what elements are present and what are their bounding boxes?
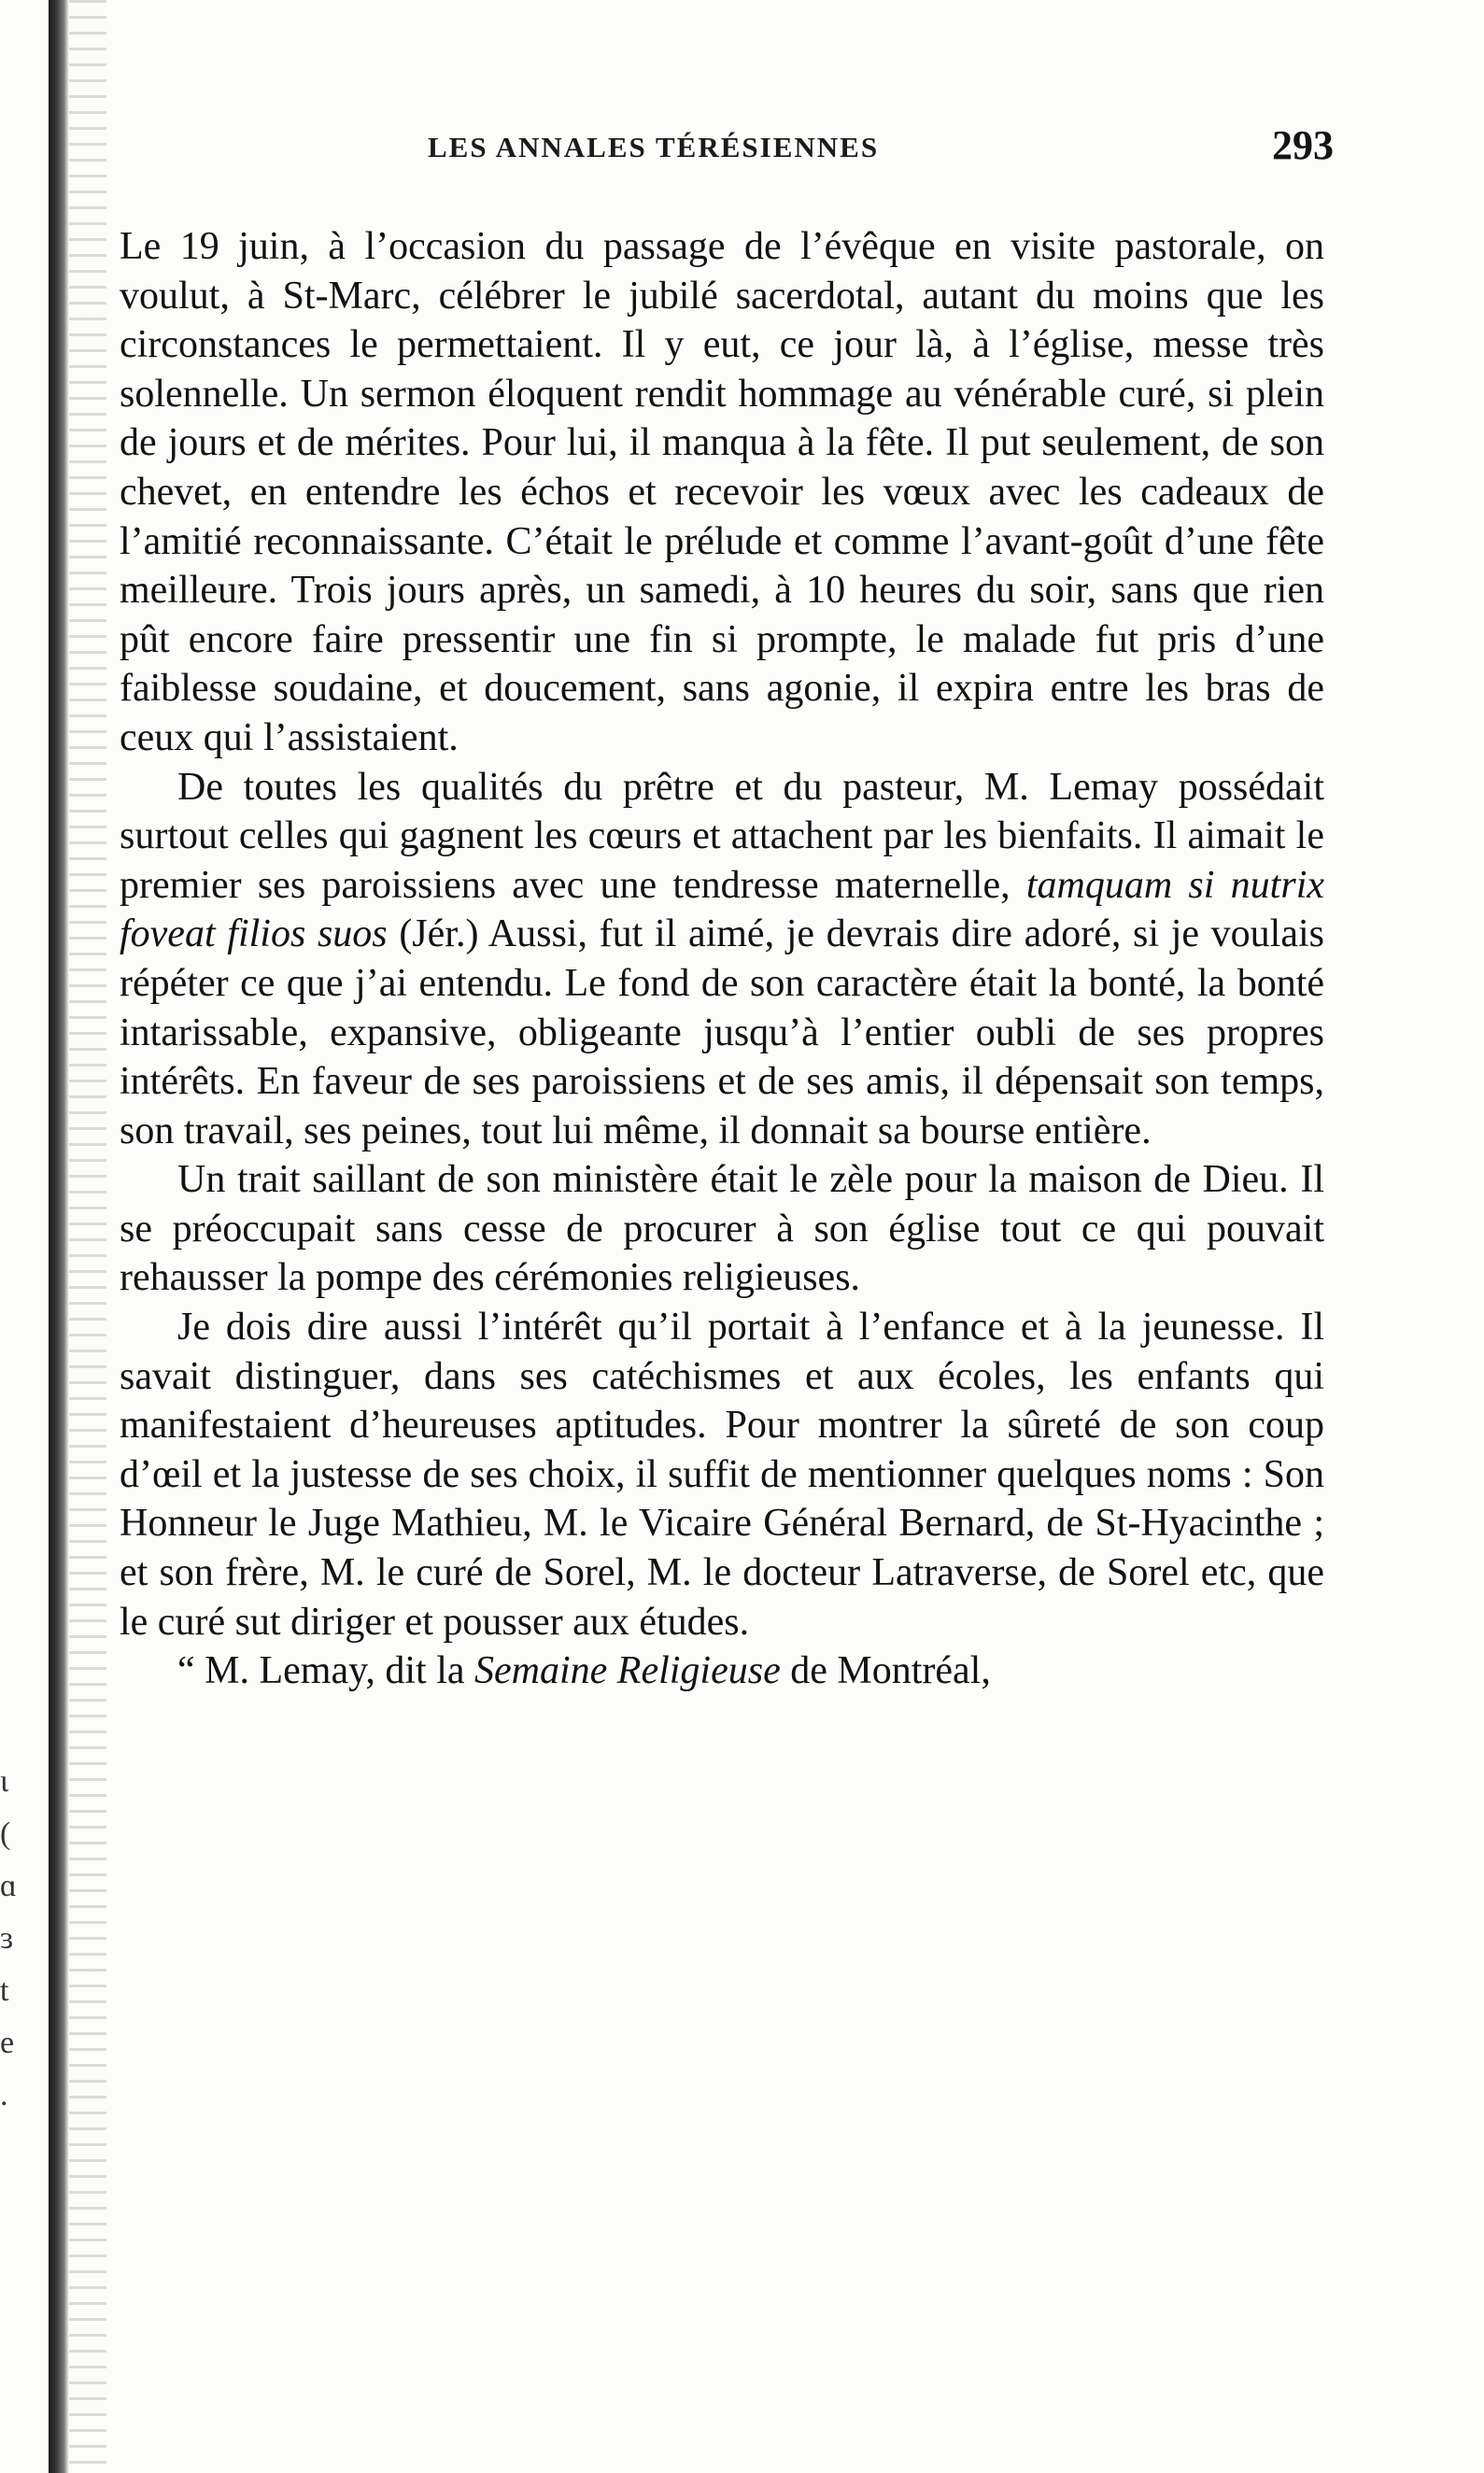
paragraph-5 [120,1646,1324,1696]
body-text [120,222,1324,1696]
edge-mark: t [0,1973,9,2008]
page-header [120,116,1334,172]
paragraph-4 [120,1303,1324,1646]
publication-title: Semaine Religieuse [474,1649,781,1693]
edge-mark: . [0,2078,8,2113]
page-number: 293 [1272,122,1334,168]
book-spine-shadow [49,0,69,2473]
paragraph-3-text: Un trait saillant de son ministère était le zèle pour la maison de Dieu. Il se préoccupait sans cesse de procurer à son église tout ce qui pouvait rehausser la pompe des cérémonies religieuses. [120,1158,1324,1300]
paragraph-4-text: Je dois dire aussi l’intérêt qu’il portait à l’enfance et à la jeunesse. Il savait distinguer, dans ses catéchismes et aux écoles, les enfants qui manifestaient d’heureuses aptitudes. Pour montrer la sûreté de son coup d’œil et la justesse de ses choix, il suffit de mentionner quelques noms : Son Honneur le Juge Mathieu, M. le Vicaire Général Bernard, de St-Hyacinthe ; et son frère, M. le curé de Sorel, M. le docteur Latraverse, de Sorel etc, que le curé sut diriger et pousser aux études. [120,1306,1324,1644]
edge-mark: ɑ [0,1869,17,1903]
edge-mark: ɩ [0,1764,9,1799]
gutter-texture [69,0,106,2473]
paragraph-3 [120,1155,1324,1303]
edge-mark: e [0,2026,15,2060]
paragraph-2-before: De toutes les qualités du prêtre et du pasteur, M. Lemay possédait surtout celles qui gagnent les cœurs et attachent par les bienfaits. Il aimait le premier ses paroissiens avec une tendresse maternelle, [120,765,1324,907]
paragraph-5-before: “ M. Lemay, dit la [177,1649,475,1693]
edge-mark: ( [0,1816,11,1851]
paragraph-1-text: Le 19 juin, à l’occasion du passage de l’évêque en visite pastorale, on voulut, à St-Marc, célébrer le jubilé sacerdotal, autant du moins que les circonstances le permettaient. Il y eut, ce jour là, à l’église, messe très solennelle. Un sermon éloquent rendit hommage au vénérable curé, si plein de jours et de mérites. Pour lui, il manqua à la fête. Il put seulement, de son chevet, en entendre les échos et recevoir les vœux avec les cadeaux de l’amitié reconnaissante. C’était le prélude et comme l’avant-goût d’une fête meilleure. Trois jours après, un samedi, à 10 heures du soir, sans que rien pût encore faire pressentir une fin si prompte, le malade fut pris d’une faiblesse soudaine, et doucement, sans agonie, il expira entre les bras de ceux qui l’assistaient. [120,225,1324,759]
running-title: LES ANNALES TÉRÉSIENNES [428,131,880,163]
paragraph-2-after: (Jér.) Aussi, fut il aimé, je devrais dire adoré, si je voulais répéter ce que j’ai entendu. Le fond de son caractère était la bonté, la bonté intarissable, expansive, obligeante jusqu’à l’entier oubli de ses propres intérêts. En faveur de ses paroissiens et de ses amis, il dépensait son temps, son travail, ses peines, tout lui même, il donnait sa bourse entière. [120,912,1324,1152]
paragraph-1 [120,222,1324,763]
paragraph-5-after: de Montréal, [780,1649,991,1693]
latin-quotation: tamquam si nutrix foveat filios suos [120,863,1324,956]
paragraph-2 [120,763,1324,1156]
adjacent-page-edge-marks [0,1756,19,2122]
edge-mark: ɜ [0,1921,14,1956]
